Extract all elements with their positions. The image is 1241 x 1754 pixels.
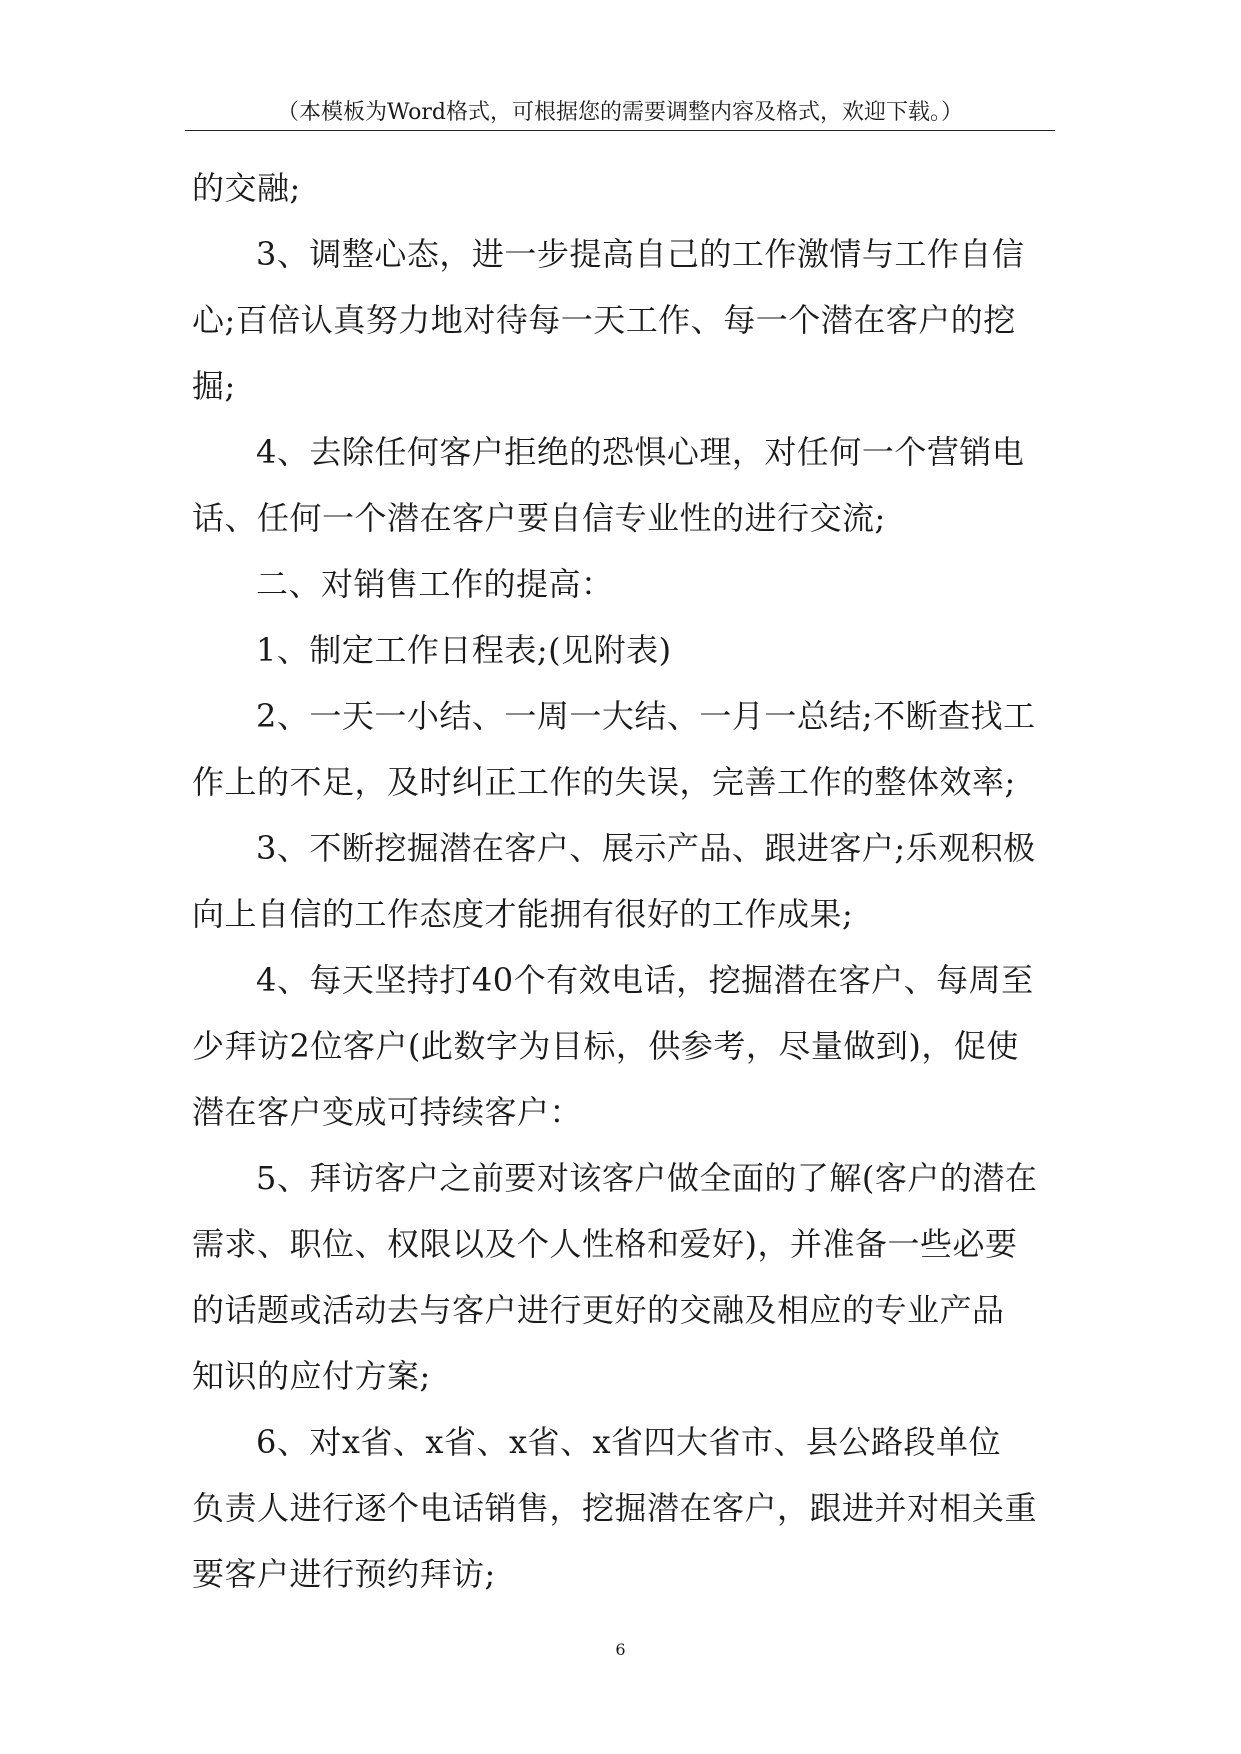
text-line: 5、拜访客户之前要对该客户做全面的了解(客户的潜在 bbox=[256, 1159, 1038, 1197]
text-line: 3、不断挖掘潜在客户、展示产品、跟进客户;乐观积极 bbox=[256, 829, 1036, 867]
text-line: 要客户进行预约拜访; bbox=[192, 1555, 496, 1593]
text-line: 知识的应付方案; bbox=[192, 1357, 431, 1395]
text-line: 向上自信的工作态度才能拥有很好的工作成果; bbox=[192, 895, 854, 933]
text-line: 的交融; bbox=[192, 169, 301, 207]
text-line: 4、每天坚持打40个有效电话，挖掘潜在客户、每周至 bbox=[256, 961, 1034, 999]
header-divider bbox=[185, 130, 1055, 131]
document-body bbox=[192, 155, 1054, 1607]
text-line: 少拜访2位客户(此数字为目标，供参考，尽量做到)，促使 bbox=[192, 1027, 1019, 1065]
page-header: （本模板为Word格式，可根据您的需要调整内容及格式，欢迎下载。） bbox=[277, 100, 963, 125]
text-line: 2、一天一小结、一周一大结、一月一总结;不断查找工 bbox=[256, 697, 1036, 735]
text-line: 掘; bbox=[192, 367, 236, 405]
text-line: 需求、职位、权限以及个人性格和爱好)，并准备一些必要 bbox=[192, 1225, 1018, 1263]
text-line: 4、去除任何客户拒绝的恐惧心理，对任何一个营销电 bbox=[256, 433, 1025, 471]
section-heading: 二、对销售工作的提高： bbox=[256, 565, 614, 603]
text-line: 作上的不足，及时纠正工作的失误，完善工作的整体效率; bbox=[192, 763, 1016, 801]
text-line: 1、制定工作日程表;(见附表) bbox=[256, 631, 672, 669]
text-line: 心;百倍认真努力地对待每一天工作、每一个潜在客户的挖 bbox=[192, 301, 1016, 339]
page-number: 6 bbox=[615, 1640, 626, 1659]
text-line: 负责人进行逐个电话销售，挖掘潜在客户，跟进并对相关重 bbox=[192, 1489, 1038, 1527]
text-line: 的话题或活动去与客户进行更好的交融及相应的专业产品 bbox=[192, 1291, 1005, 1329]
text-line: 3、调整心态，进一步提高自己的工作激情与工作自信 bbox=[256, 235, 1025, 273]
text-line: 话、任何一个潜在客户要自信专业性的进行交流; bbox=[192, 499, 886, 537]
text-line: 潜在客户变成可持续客户： bbox=[192, 1093, 583, 1131]
text-line: 6、对x省、x省、x省、x省四大省市、县公路段单位 bbox=[256, 1423, 1002, 1461]
